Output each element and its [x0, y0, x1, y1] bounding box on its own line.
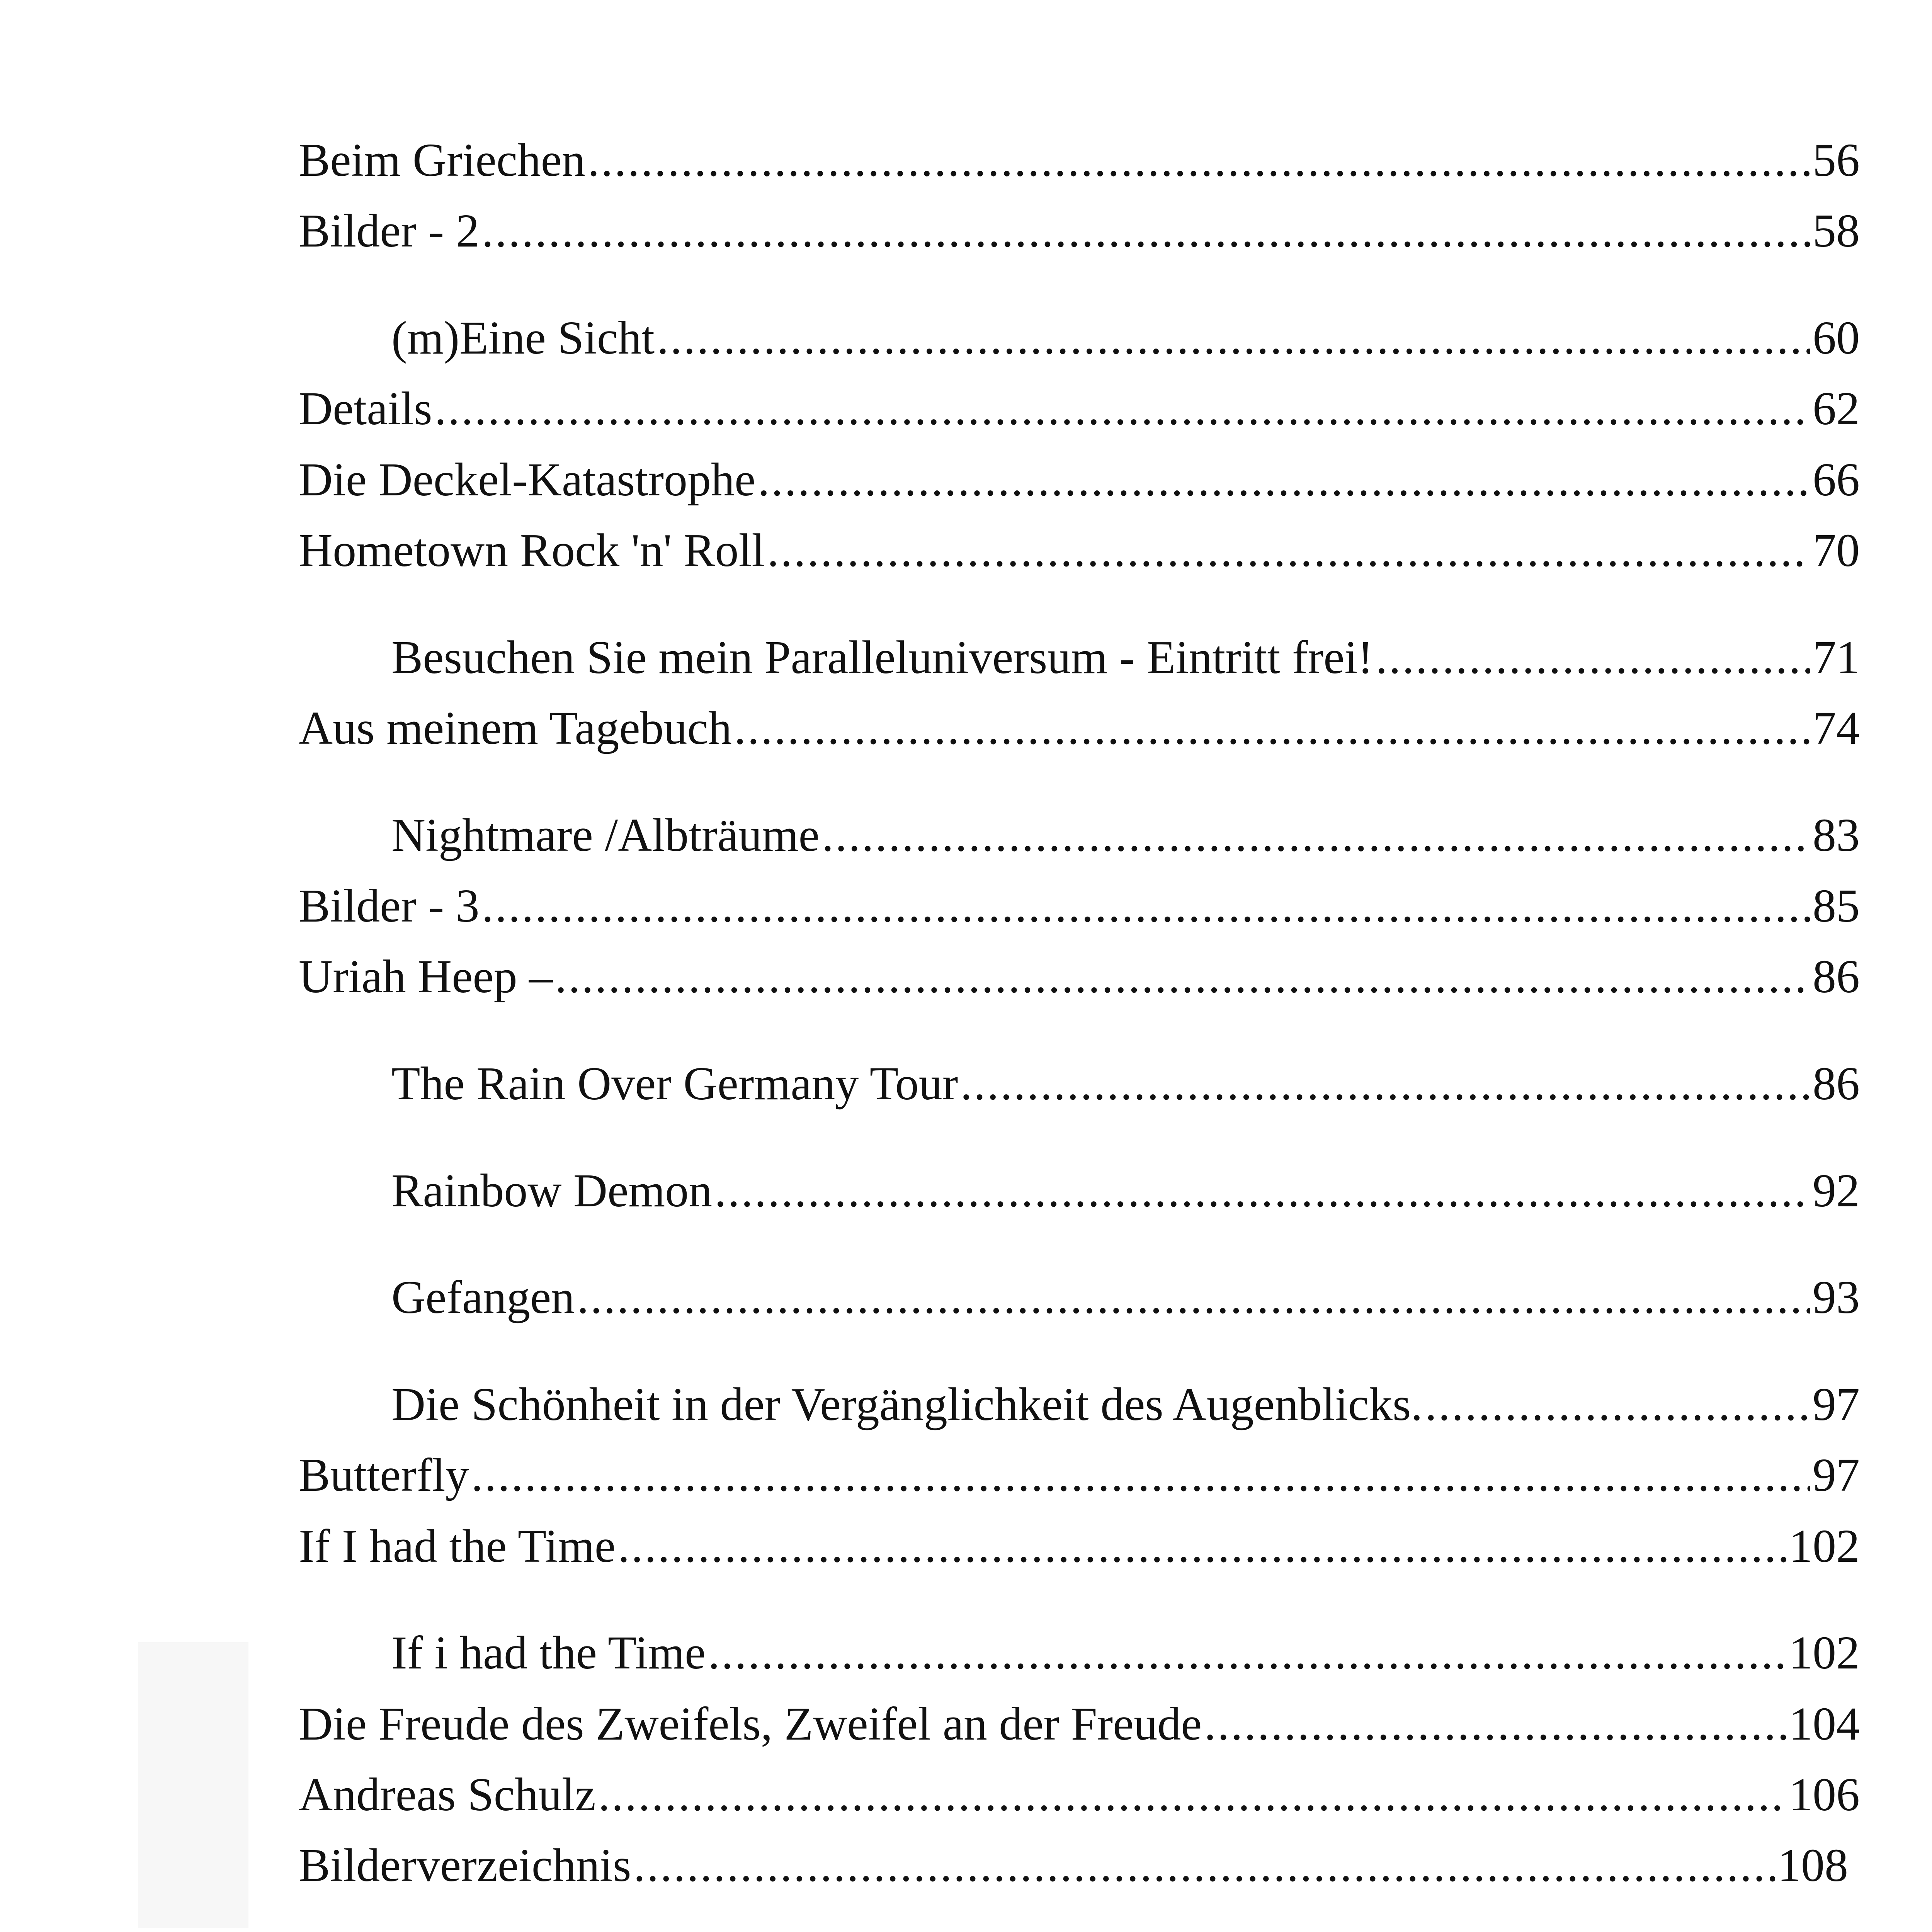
toc-entry-page: 71 — [1813, 631, 1860, 684]
toc-dot-leader — [1425, 1376, 1810, 1434]
toc-dot-leader — [588, 131, 1810, 189]
toc-entry-title: Gefangen — [391, 1271, 575, 1323]
toc-entry-title: Details — [299, 383, 432, 435]
toc-dot-leader — [822, 806, 1810, 864]
toc-entry-title: If i had the Time — [391, 1627, 706, 1679]
toc-entry-page: 70 — [1813, 524, 1860, 577]
toc-dot-leader — [960, 1055, 1810, 1113]
toc-entry-page: 106 — [1789, 1769, 1860, 1821]
margin-shade — [138, 1642, 248, 1928]
toc-entry-title: Bilderverzeichnis — [299, 1839, 631, 1891]
toc-dot-leader — [633, 1837, 1775, 1895]
toc-entry-page: 104 — [1789, 1698, 1860, 1750]
toc-entry-page: 92 — [1813, 1165, 1860, 1217]
toc-entry-title: (m)Eine Sicht — [391, 312, 655, 364]
toc-entry[interactable] — [299, 1517, 1860, 1575]
toc-subentry[interactable] — [299, 1624, 1860, 1682]
toc-dot-leader — [1204, 1695, 1787, 1753]
toc-entry-page: 58 — [1813, 205, 1860, 257]
toc-entry-page: 86 — [1813, 951, 1860, 1003]
toc-entry-page: 60 — [1813, 312, 1860, 364]
toc-entry[interactable] — [299, 522, 1860, 580]
toc-dot-leader — [708, 1624, 1787, 1682]
toc-entry-page: 102 — [1789, 1520, 1860, 1572]
toc-dot-leader — [657, 309, 1810, 367]
toc-dot-leader — [758, 451, 1810, 509]
toc-entry-title: If I had the Time — [299, 1520, 616, 1572]
toc-entry[interactable] — [299, 380, 1860, 438]
toc-subentry[interactable] — [299, 1269, 1860, 1327]
toc-entry-title: Butterfly — [299, 1449, 469, 1501]
toc-subentry[interactable] — [299, 806, 1860, 864]
toc-entry[interactable] — [299, 202, 1860, 260]
toc-entry-page: 102 — [1789, 1627, 1860, 1679]
toc-entry-title: Die Schönheit in der Vergänglichkeit des Augenblicks. — [391, 1378, 1423, 1430]
toc-dot-leader — [598, 1766, 1787, 1824]
toc-entry-title: Die Freude des Zweifels, Zweifel an der Freude — [299, 1698, 1202, 1750]
toc-dot-leader — [577, 1269, 1810, 1327]
toc-entry[interactable] — [299, 877, 1860, 935]
toc-entry[interactable] — [299, 1766, 1860, 1824]
toc-entry[interactable] — [299, 1695, 1860, 1753]
toc-subentry[interactable] — [299, 1376, 1860, 1434]
toc-entry-title: Andreas Schulz — [299, 1769, 596, 1821]
toc-entry-page: 108 — [1777, 1839, 1848, 1891]
toc-dot-leader — [734, 699, 1810, 757]
toc-entry[interactable] — [299, 131, 1860, 189]
toc-entry-title: Hometown Rock 'n' Roll — [299, 524, 765, 577]
toc-entry[interactable] — [299, 948, 1860, 1006]
toc-dot-leader — [482, 877, 1810, 935]
toc-subentry[interactable] — [299, 309, 1860, 367]
toc-entry-title: Bilder - 3 — [299, 880, 480, 932]
toc-entry-title: Nightmare /Albträume — [391, 809, 820, 861]
toc-entry-page: 97 — [1813, 1449, 1860, 1501]
toc-entry-title: The Rain Over Germany Tour — [391, 1058, 958, 1110]
toc-dot-leader — [618, 1517, 1787, 1575]
toc-dot-leader — [555, 948, 1810, 1006]
toc-entry-page: 83 — [1813, 809, 1860, 861]
toc-entry-title: Uriah Heep – — [299, 951, 553, 1003]
toc-entry-title: Aus meinem Tagebuch — [299, 702, 732, 754]
toc-entry-page: 74 — [1813, 702, 1860, 754]
toc-entry-title: Bilder - 2 — [299, 205, 480, 257]
toc-entry[interactable] — [299, 451, 1860, 509]
toc-dot-leader — [767, 522, 1810, 580]
toc-entry-page: 62 — [1813, 383, 1860, 435]
toc-entry-title: Besuchen Sie mein Paralleluniversum - Eintritt frei! — [391, 631, 1373, 684]
toc-entry-page: 66 — [1813, 454, 1860, 506]
toc-dot-leader — [471, 1446, 1810, 1504]
toc-entry[interactable] — [299, 1446, 1860, 1504]
toc-entry-page: 56 — [1813, 134, 1860, 186]
toc-dot-leader — [714, 1162, 1810, 1220]
toc-entry-page: 86 — [1813, 1058, 1860, 1110]
toc-entry[interactable] — [299, 699, 1860, 757]
toc-entry-title: Die Deckel-Katastrophe — [299, 454, 756, 506]
toc-entry-page: 93 — [1813, 1271, 1860, 1323]
toc-subentry[interactable] — [299, 1055, 1860, 1113]
toc-entry-page: 97 — [1813, 1378, 1860, 1430]
toc-entry-title: Rainbow Demon — [391, 1165, 713, 1217]
toc-dot-leader — [482, 202, 1810, 260]
toc-subentry[interactable] — [299, 1162, 1860, 1220]
toc-dot-leader — [435, 380, 1810, 438]
toc-dot-leader — [1376, 629, 1810, 687]
toc-entry[interactable] — [299, 1837, 1848, 1895]
toc-entry-title: Beim Griechen — [299, 134, 585, 186]
toc-subentry[interactable] — [299, 629, 1860, 687]
toc-entry-page: 85 — [1813, 880, 1860, 932]
